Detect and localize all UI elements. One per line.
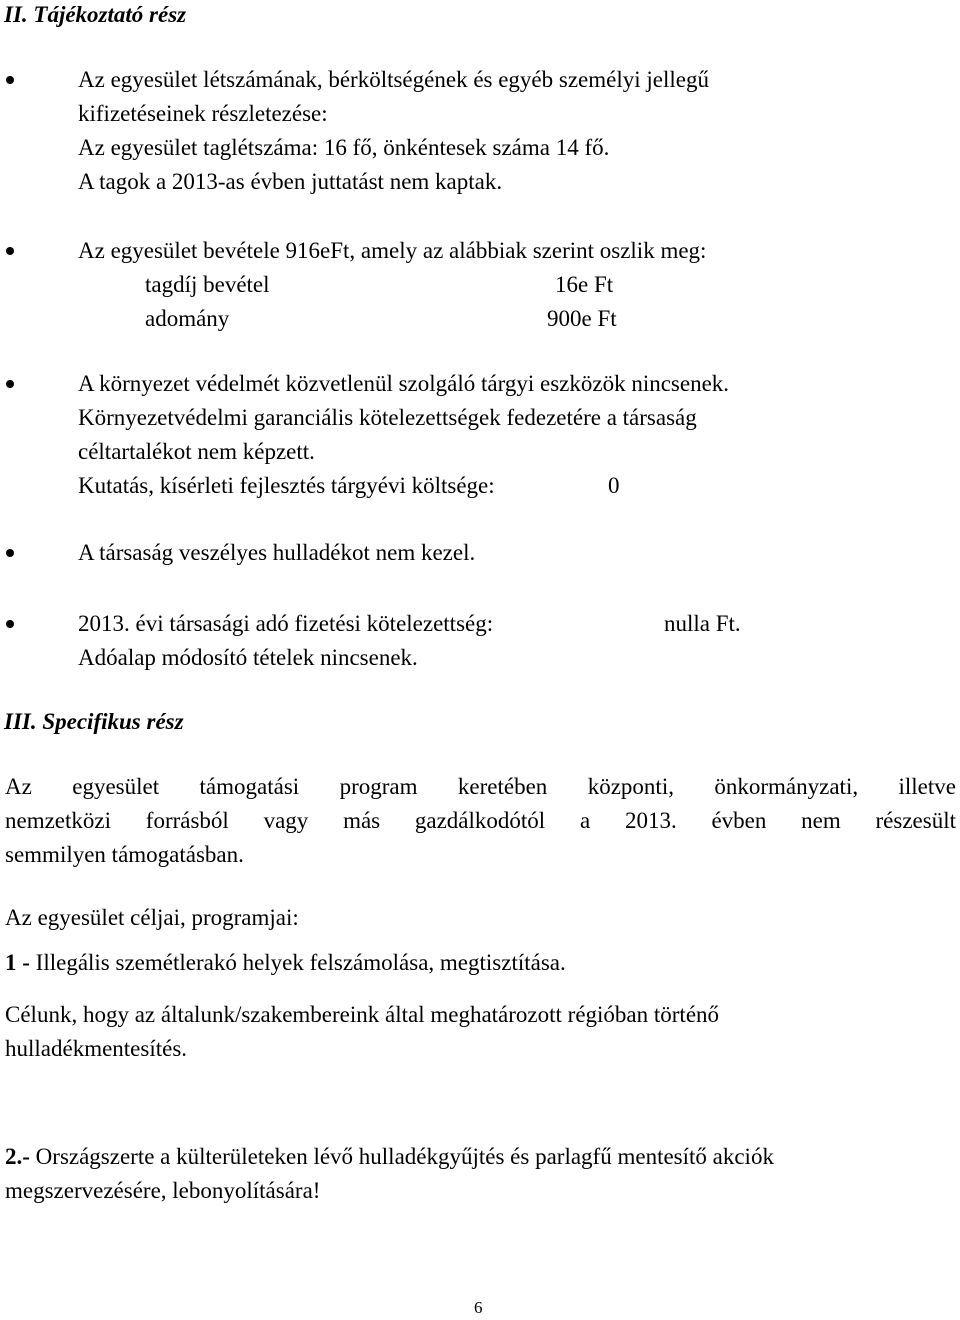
paragraph-line: nemzetközi forrásból vagy más gazdálkodótól a 2013. évben nem részesült — [5, 808, 956, 833]
text-line: A társaság veszélyes hulladékot nem kezel. — [78, 540, 476, 565]
research-cost-value: 0 — [608, 473, 620, 498]
income-value: 16e Ft — [555, 272, 614, 297]
text-line: A környezet védelmét közvetlenül szolgáló tárgyi eszközök nincsenek. — [78, 371, 730, 396]
bullet-dot — [6, 76, 14, 84]
goal-number: 1 - — [5, 950, 30, 975]
text-line: A tagok a 2013-as évben juttatást nem kaptak. — [78, 169, 503, 194]
section-heading-specifikus: III. Specifikus rész — [4, 709, 184, 734]
text-line: Az egyesület taglétszáma: 16 fő, önkéntesek száma 14 fő. — [78, 135, 610, 160]
text-line: kifizetéseinek részletezése: — [78, 101, 328, 126]
goal-description: hulladékmentesítés. — [5, 1036, 188, 1061]
page-number: 6 — [474, 1298, 483, 1317]
text-line: céltartalékot nem képzett. — [78, 439, 315, 464]
text-line: Környezetvédelmi garanciális kötelezettségek fedezetére a társaság — [78, 405, 697, 430]
goal-2 — [5, 1140, 774, 1174]
income-label: tagdíj bevétel — [145, 272, 270, 297]
goal-description: Célunk, hogy az általunk/szakembereink által meghatározott régióban történő — [5, 1002, 720, 1027]
text-line: Kutatás, kísérleti fejlesztés tárgyévi költsége: — [78, 473, 495, 498]
goal-text: Illegális szemétlerakó helyek felszámolása, megtisztítása. — [29, 950, 566, 975]
goals-title: Az egyesület céljai, programjai: — [5, 905, 299, 930]
bullet-dot — [6, 247, 14, 255]
goal-number: 2.- — [5, 1144, 30, 1169]
text-line: 2013. évi társasági adó fizetési kötelezettség: — [78, 611, 494, 636]
bullet-dot — [6, 620, 14, 628]
tax-value: nulla Ft. — [664, 611, 741, 636]
goal-text: megszervezésére, lebonyolítására! — [5, 1178, 321, 1203]
paragraph-line: Az egyesület támogatási program keretében központi, önkormányzati, illetve — [5, 774, 956, 799]
goal-1 — [5, 946, 566, 980]
bullet-dot — [6, 549, 14, 557]
paragraph-line: semmilyen támogatásban. — [5, 842, 244, 867]
section-heading-tajekoztato: II. Tájékoztató rész — [4, 2, 187, 27]
text-line: Az egyesület bevétele 916eFt, amely az alábbiak szerint oszlik meg: — [78, 238, 707, 263]
income-label: adomány — [145, 306, 230, 331]
income-value: 900e Ft — [547, 306, 617, 331]
text-line: Az egyesület létszámának, bérköltségének és egyéb személyi jellegű — [78, 67, 709, 92]
goal-text: Országszerte a külterületeken lévő hulladékgyűjtés és parlagfű mentesítő akciók — [29, 1144, 774, 1169]
bullet-dot — [6, 380, 14, 388]
text-line: Adóalap módosító tételek nincsenek. — [78, 645, 418, 670]
